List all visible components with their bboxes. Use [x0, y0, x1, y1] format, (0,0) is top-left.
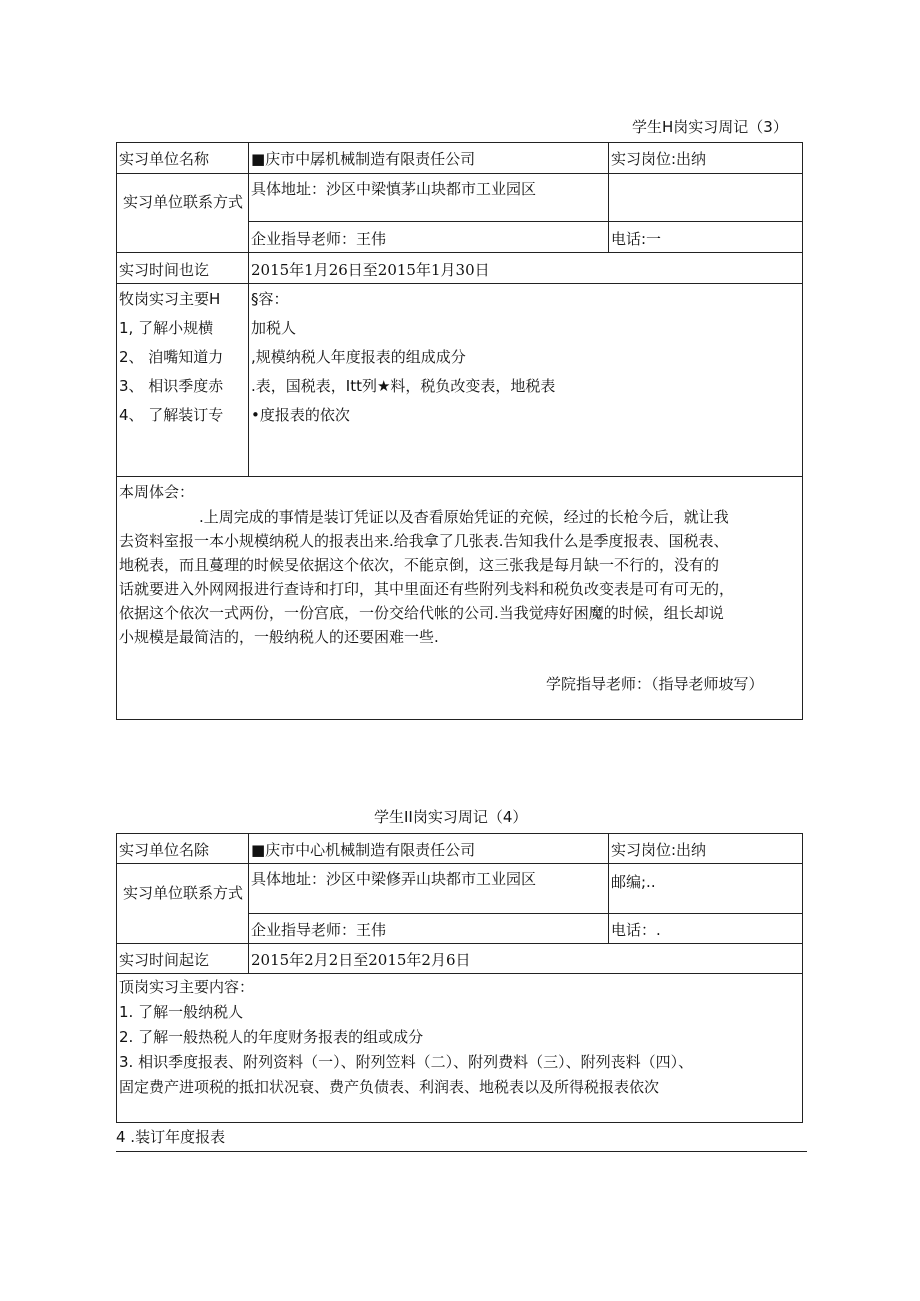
- content-line: 固定费产进项税的抵扣状况衰、费产负债表、利润表、地税表以及所得税报表依次: [119, 1078, 660, 1096]
- content-left-line: 4、 了解装订专: [119, 406, 224, 424]
- address-value: 具体地址：沙区中梁修弄山块都市工业园区: [251, 870, 537, 888]
- period-value: 2015年1月26日至2015年1月30日: [251, 261, 490, 279]
- reflection-line: 地税表，而且蔓理的时候旻依据这个依次，不能京倒，这三张我是每月缺一不行的，没有的: [119, 556, 720, 574]
- content-right-line: •度报表的依次: [251, 406, 350, 424]
- phone-value: 电话：.: [611, 921, 661, 939]
- phone-value: 电话:一: [611, 230, 662, 248]
- period-value: 2015年2月2日至2015年2月6日: [251, 951, 471, 969]
- week4-title: 学生II岗实习周记（4）: [374, 808, 528, 826]
- reflection-line: .上周完成的事情是装订凭证以及杳看原始凭证的充候，经过的长枪今后，就让我: [199, 508, 729, 526]
- week3-table: [116, 142, 803, 720]
- content-right-line: §容：: [251, 290, 289, 308]
- mentor-value: 企业指导老师：王伟: [251, 230, 387, 248]
- content-left-line: 3、 相识季度赤: [119, 377, 224, 395]
- content-left-line: 1, 了解小规横: [119, 319, 214, 337]
- period-label: 实习时间也讫: [119, 261, 210, 279]
- contact-label: 实习单位联系方式: [122, 193, 243, 211]
- reflection-line: 去资料室报一本小规模纳税人的报表出来.给我拿了几张表.告知我什么是季度报表、国税表、: [119, 532, 729, 550]
- unit-name-value: ■庆市中心机械制造有限责任公司: [251, 841, 476, 859]
- unit-name-label: 实习单位名称: [119, 150, 210, 168]
- reflection-label: 本周体会：: [119, 483, 195, 501]
- item4-line: 4 .装订年度报表: [116, 1128, 226, 1146]
- postcode-value: 邮编;..: [611, 873, 656, 891]
- position-value: 实习岗位:出纳: [611, 150, 707, 168]
- content-line: 1. 了解一般纳税人: [119, 1003, 244, 1021]
- content-line: 2. 了解一般热税人的年度财务报表的组或成分: [119, 1028, 424, 1046]
- week3-title: 学生H岗实习周记（3）: [632, 118, 788, 136]
- unit-name-value: ■庆市中孱机械制造有限责任公司: [251, 150, 476, 168]
- reflection-line: 依据这个依次一式两份，一份宫底，一份交给代帐的公司.当我觉痔好困魔的时候，组长却说: [119, 604, 724, 622]
- mentor-value: 企业指导老师：王伟: [251, 921, 387, 939]
- content-line: 顶岗实习主要内容：: [119, 978, 255, 996]
- content-right-line: 加税人: [251, 319, 297, 337]
- contact-label: 实习单位联系方式: [122, 884, 243, 902]
- content-right-line: ,规模纳税人年度报表的组成成分: [251, 348, 466, 366]
- reflection-line: 小规模是最简洁的，一般纳税人的还要困难一些.: [119, 628, 439, 646]
- reflection-line: 话就要进入外网网报进行查诗和打印，其中里面还有些附列戋料和税负改变表是可有可无的，: [119, 580, 735, 598]
- unit-name-label: 实习单位名除: [119, 841, 210, 859]
- position-value: 实习岗位:出纳: [611, 841, 707, 859]
- address-value: 具体地址：沙区中梁慎茅山块都市工业园区: [251, 180, 537, 198]
- content-line: 3. 相识季度报表、附列资料（一）、附列笠料（二）、附列费料（三）、附列丧料（四）、: [119, 1053, 694, 1071]
- content-left-line: 2、 洎嘴知道力: [119, 348, 224, 366]
- content-left-line: 牧岗实习主要H: [119, 290, 221, 308]
- content-right-line: .表，国税表，Itt列★料，税负改变表，地税表: [251, 377, 556, 395]
- signature-line: 学院指导老师：（指导老师坡写）: [546, 675, 764, 693]
- period-label: 实习时间起讫: [119, 951, 210, 969]
- bottom-rule: [116, 1151, 807, 1152]
- week4-table: [116, 833, 803, 1123]
